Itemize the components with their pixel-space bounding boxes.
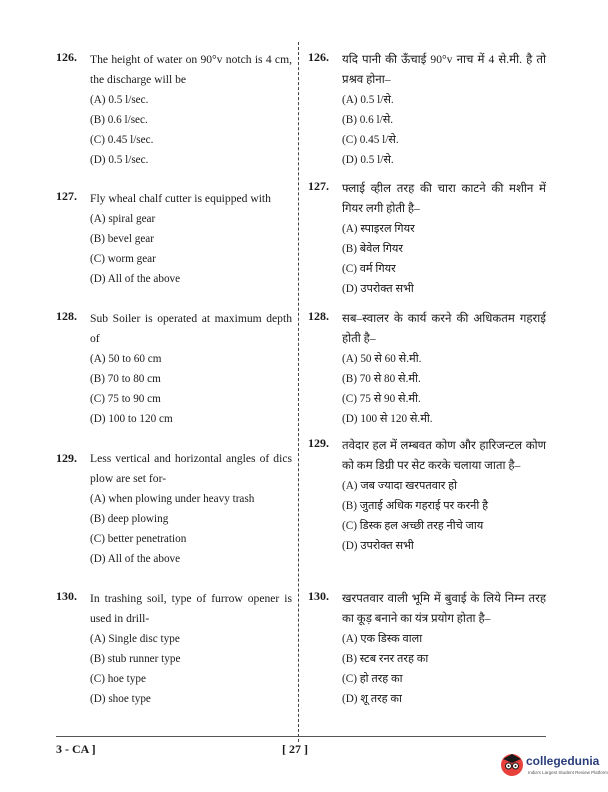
logo-name: collegedunia <box>526 754 600 768</box>
question-text: यदि पानी की ऊँचाई 90°v नाच में 4 से.मी. है तो प्रश्रव होना– <box>342 53 546 86</box>
option-c: (C) better penetration <box>90 533 187 545</box>
question-128-hi <box>308 309 546 429</box>
option-d: (D) All of the above <box>90 273 181 285</box>
option-b: (B) 70 to 80 cm <box>90 373 161 385</box>
option-c: (C) 75 से 90 से.मी. <box>342 393 421 405</box>
option-c: (C) डिस्क हल अच्छी तरह नीचे जाय <box>342 520 484 532</box>
option-b: (B) जुताई अधिक गहराई पर करनी है <box>342 500 489 512</box>
question-127-hi <box>308 179 546 299</box>
option-b: (B) deep plowing <box>90 513 169 525</box>
option-c: (C) हो तरह का <box>342 673 403 685</box>
option-a: (A) spiral gear <box>90 213 156 225</box>
page-number: [ 27 ] <box>282 742 308 756</box>
question-text: फ्लाई व्हील तरह की चारा काटने की मशीन में गियर लगी होती है– <box>342 182 546 215</box>
question-number: 128. <box>56 309 77 323</box>
question-129-en <box>56 449 292 569</box>
question-text: सब–स्वालर के कार्य करने की अधिकतम गहराई होती है– <box>342 312 546 345</box>
question-text: The height of water on 90°v notch is 4 cm, the discharge will be <box>90 53 292 86</box>
question-text: In trashing soil, type of furrow opener is used in drill- <box>90 592 292 625</box>
question-text: तवेदार हल में लम्बवत कोण और हारिजन्टल कोण को कम डिग्री पर सेट करके चलाया जाता है– <box>342 439 546 472</box>
option-b: (B) 0.6 l/से. <box>342 114 394 126</box>
option-d: (D) 0.5 l/sec. <box>90 154 149 166</box>
logo-tagline: India's Largest Student Review Platform <box>528 770 608 775</box>
question-129-hi <box>308 436 546 556</box>
question-128-en <box>56 309 292 429</box>
question-126-hi <box>308 50 546 170</box>
question-number: 130. <box>308 589 329 603</box>
footer-rule <box>56 736 546 737</box>
question-number: 128. <box>308 309 329 323</box>
option-b: (B) 0.6 l/sec. <box>90 114 148 126</box>
option-b: (B) स्टब रनर तरह का <box>342 653 429 665</box>
question-126-en <box>56 50 292 170</box>
option-a: (A) Single disc type <box>90 633 180 645</box>
option-c: (C) 75 to 90 cm <box>90 393 161 405</box>
question-number: 126. <box>308 50 329 64</box>
option-d: (D) 100 से 120 से.मी. <box>342 413 433 425</box>
question-text: Fly wheal chalf cutter is equipped with <box>90 192 271 205</box>
question-number: 127. <box>56 189 77 203</box>
option-d: (D) 100 to 120 cm <box>90 413 173 425</box>
option-d: (D) shoe type <box>90 693 151 705</box>
question-text: Sub Soiler is operated at maximum depth of <box>90 312 292 345</box>
option-a: (A) 0.5 l/से. <box>342 94 394 106</box>
question-130-hi <box>308 589 546 709</box>
option-d: (D) शू तरह का <box>342 693 402 705</box>
question-number: 126. <box>56 50 77 64</box>
option-b: (B) 70 से 80 से.मी. <box>342 373 421 385</box>
option-a: (A) एक डिस्क वाला <box>342 633 423 645</box>
option-c: (C) worm gear <box>90 253 156 265</box>
option-c: (C) hoe type <box>90 673 146 685</box>
option-b: (B) stub runner type <box>90 653 181 665</box>
paper-code: 3 - CA ] <box>56 742 96 756</box>
question-number: 129. <box>308 436 329 450</box>
collegedunia-logo <box>498 748 608 786</box>
option-c: (C) 0.45 l/से. <box>342 134 399 146</box>
option-a: (A) when plowing under heavy trash <box>90 493 255 505</box>
option-c: (C) वर्म गियर <box>342 263 396 275</box>
question-text: खरपतवार वाली भूमि में बुवाई के लिये निम्न तरह का कूड़ बनाने का यंत्र प्रयोग होता है– <box>342 592 546 625</box>
option-a: (A) जब ज्यादा खरपतवार हो <box>342 480 458 492</box>
student-mascot-icon <box>498 750 526 778</box>
question-130-en <box>56 589 292 709</box>
question-number: 127. <box>308 179 329 193</box>
option-c: (C) 0.45 l/sec. <box>90 134 154 146</box>
option-d: (D) उपरोक्त सभी <box>342 540 414 552</box>
option-d: (D) 0.5 l/से. <box>342 154 394 166</box>
page-footer <box>56 742 546 758</box>
column-divider <box>298 42 300 742</box>
option-d: (D) उपरोक्त सभी <box>342 283 414 295</box>
question-number: 129. <box>56 451 77 465</box>
option-a: (A) 50 to 60 cm <box>90 353 162 365</box>
option-b: (B) bevel gear <box>90 233 154 245</box>
question-number: 130. <box>56 589 77 603</box>
question-text: Less vertical and horizontal angles of dics plow are set for- <box>90 452 292 485</box>
option-a: (A) 50 से 60 से.मी. <box>342 353 422 365</box>
option-d: (D) All of the above <box>90 553 181 565</box>
question-127-en <box>56 189 292 289</box>
option-b: (B) बेवेल गियर <box>342 243 403 255</box>
option-a: (A) 0.5 l/sec. <box>90 94 149 106</box>
option-a: (A) स्पाइरल गियर <box>342 223 415 235</box>
